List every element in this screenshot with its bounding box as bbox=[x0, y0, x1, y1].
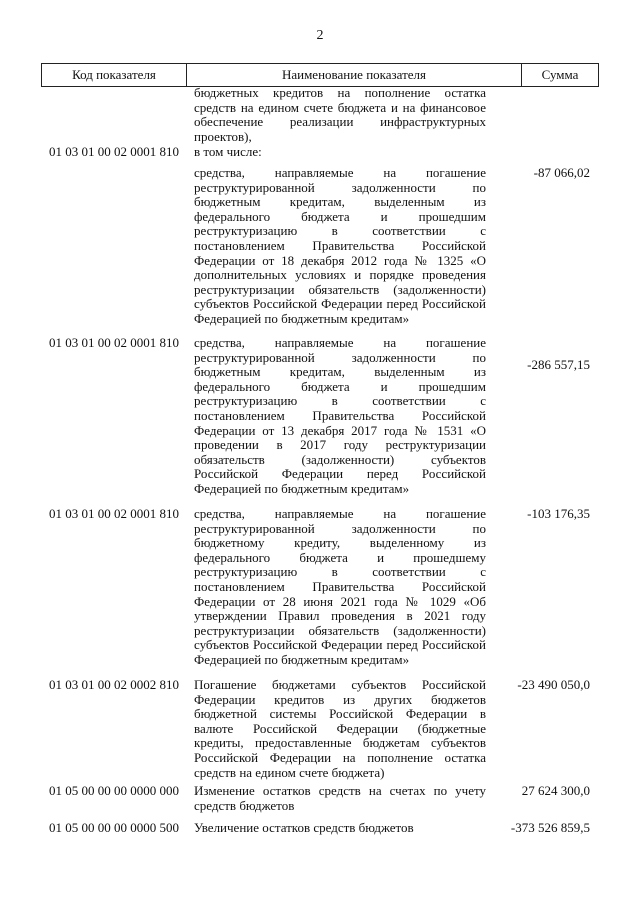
indicator-sum: -103 176,35 bbox=[527, 506, 590, 521]
indicator-name-tail: в том числе: bbox=[194, 144, 262, 159]
indicator-code: 01 03 01 00 02 0002 810 bbox=[49, 677, 179, 692]
column-header-code: Код показателя bbox=[42, 64, 187, 86]
indicator-code: 01 05 00 00 00 0000 500 bbox=[49, 820, 179, 835]
indicator-code: 01 03 01 00 02 0001 810 bbox=[49, 335, 179, 350]
indicator-sum: -286 557,15 bbox=[527, 357, 590, 372]
page-number: 2 bbox=[316, 28, 324, 43]
indicator-sum: -373 526 859,5 bbox=[510, 820, 590, 835]
table-header bbox=[41, 63, 599, 87]
indicator-name: средства, направляемые на погашение реструктурированной задолженности по бюджетным кредитам, выделенным из федерального бюджета и прошедшим реструктуризацию в соответствии с постановлением Правительства Российской Федерации от 13 декабря 2017 года № 1531 «О проведении в 2017 году реструктуризации обязательств (задолженности) субъектов Российской Федерации перед Российской Федерацией по бюджетным кредитам» bbox=[194, 335, 486, 496]
indicator-name: Увеличение остатков средств бюджетов bbox=[194, 820, 414, 835]
indicator-sum: -23 490 050,0 bbox=[517, 677, 590, 692]
indicator-code: 01 03 01 00 02 0001 810 bbox=[49, 144, 179, 159]
indicator-name: средства, направляемые на погашение реструктурированной задолженности по бюджетным кредитам, выделенным из федерального бюджета и прошедшим реструктуризацию в соответствии с постановлением Правительства Российской Федерации от 18 декабря 2012 года № 1325 «О дополнительных условиях и порядке проведения реструктуризации обязательств (задолженности) субъектов Российской Федерации перед Российской Федерацией по бюджетным кредитам» bbox=[194, 165, 486, 326]
indicator-code: 01 05 00 00 00 0000 000 bbox=[49, 783, 179, 798]
indicator-sum: 27 624 300,0 bbox=[521, 783, 590, 798]
indicator-name: Изменение остатков средств на счетах по учету средств бюджетов bbox=[194, 783, 486, 813]
column-header-sum: Сумма bbox=[541, 67, 579, 82]
column-header-name: Наименование показателя bbox=[187, 64, 522, 86]
indicator-name: бюджетных кредитов на пополнение остатка средств на едином счете бюджета и на финансовое обеспечение реализации инфраструктурных проектов), bbox=[194, 85, 486, 144]
indicator-name: средства, направляемые на погашение реструктурированной задолженности по бюджетному кредиту, выделенному из федерального бюджета и прошедшему реструктуризацию в соответствии с постановлением Правительства Российской Федерации от 28 июня 2021 года № 1029 «Об утверждении Правил проведения в 2021 году реструктуризации обязательств (задолженности) субъектов Российской Федерации перед Российской Федерацией по бюджетным кредитам» bbox=[194, 506, 486, 667]
indicator-name: Погашение бюджетами субъектов Российской Федерации кредитов из других бюджетов бюджетной системы Российской Федерации в валюте Российской Федерации (бюджетные кредиты, предоставленные бюджетам субъектов Российской Федерации на пополнение остатка средств на едином счете бюджета) bbox=[194, 677, 486, 780]
indicator-sum: -87 066,02 bbox=[533, 165, 590, 180]
indicator-code: 01 03 01 00 02 0001 810 bbox=[49, 506, 179, 521]
